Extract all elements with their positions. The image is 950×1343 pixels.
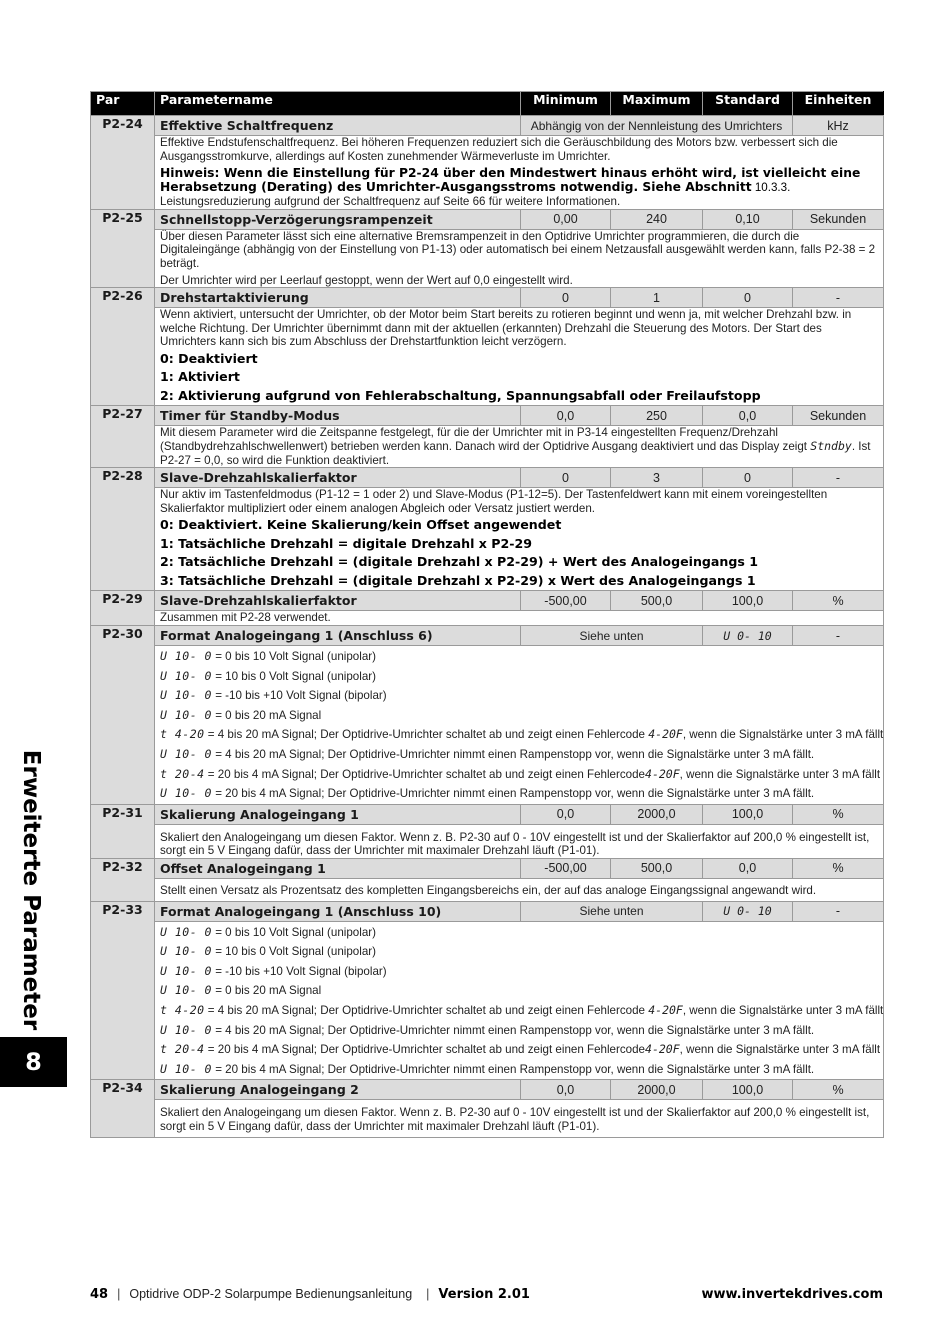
- param-name: Timer für Standby-Modus: [155, 406, 521, 426]
- footer-separator: |: [117, 1287, 121, 1301]
- param-code: P2-26: [91, 288, 155, 406]
- param-std: 0: [703, 288, 793, 308]
- option-line: [160, 923, 878, 943]
- param-max: 240: [611, 209, 703, 229]
- option-text: 1: Tatsächliche Drehzahl = digitale Drehzahl x P2-29: [160, 535, 533, 551]
- desc-part: Mit diesem Parameter wird die Zeitspanne festgelegt, für die der Umrichter mit in P3-14 eingestellten Frequenz/Drehzahl (Standbydrehzahlschwellenwert) betrieben werden kann. Danach wird der Optidrive Ausgang deaktiviert und das Display zeigt: [160, 426, 808, 454]
- option-line: [160, 745, 878, 765]
- param-max: 250: [611, 406, 703, 426]
- param-desc-p2-25: [91, 229, 884, 287]
- display-code: 4-20F: [648, 1002, 683, 1017]
- param-code: P2-29: [91, 591, 155, 626]
- option-line: [160, 686, 878, 706]
- option-text: = 4 bis 20 mA Signal; Der Optidrive-Umrichter nimmt einen Rampenstopp vor, wenn die Signalstärke unter 3 mA fällt.: [211, 747, 815, 761]
- param-unit: -: [793, 468, 884, 488]
- chapter-title-text: Erweiterte Parameter: [18, 749, 44, 1031]
- param-unit: %: [793, 804, 884, 824]
- param-desc-p2-27: [91, 426, 884, 468]
- option-text: = 10 bis 0 Volt Signal (unipolar): [211, 945, 376, 959]
- option-text: 3: Tatsächliche Drehzahl = (digitale Drehzahl x P2-29) x Wert des Analogeingangs 1: [160, 572, 756, 588]
- page-footer: [90, 1287, 883, 1302]
- hint-ref: 10.3.3.: [751, 181, 791, 195]
- option-text: = 0 bis 20 mA Signal: [211, 708, 322, 722]
- param-code: P2-24: [91, 116, 155, 210]
- hint-bold: Hinweis: Wenn die Einstellung für P2-24 über den Mindestwert hinaus erhöht wird, ist vielleicht eine Herabsetzung (Derating) des Umrichter-Ausgangsstroms notwendig. Siehe Abschnitt: [160, 166, 861, 195]
- option-text: 2: Aktivierung aufgrund von Fehlerabschaltung, Spannungsabfall oder Freilaufstopp: [160, 387, 761, 403]
- parameter-table: [90, 91, 884, 1138]
- param-name: Format Analogeingang 1 (Anschluss 10): [155, 901, 521, 921]
- param-std: 0: [703, 468, 793, 488]
- footer-separator: |: [426, 1287, 430, 1301]
- param-std-code: U 0- 10: [723, 628, 772, 643]
- hint-text: [160, 166, 878, 195]
- option-text: 0: Deaktiviert: [160, 350, 258, 366]
- param-min: -500,00: [521, 858, 611, 878]
- param-max: 2000,0: [611, 1080, 703, 1100]
- display-code: Stndby: [810, 439, 852, 454]
- header-name: Parametername: [155, 92, 521, 116]
- param-std: [703, 901, 793, 921]
- param-row-p2-33: [91, 901, 884, 921]
- option-line: [160, 765, 881, 785]
- param-unit: -: [793, 288, 884, 308]
- option-line: [160, 962, 878, 982]
- chapter-number: 8: [25, 1048, 42, 1076]
- param-std: 100,0: [703, 591, 793, 611]
- param-row-p2-30: [91, 626, 884, 646]
- option-line: [160, 942, 878, 962]
- param-unit: %: [793, 591, 884, 611]
- param-row-p2-26: [91, 288, 884, 308]
- param-unit: %: [793, 858, 884, 878]
- option-text: = 20 bis 4 mA Signal; Der Optidrive-Umrichter schaltet ab und zeigt einen Fehlercode: [204, 767, 646, 781]
- param-unit: -: [793, 901, 884, 921]
- option-text: = 20 bis 4 mA Signal; Der Optidrive-Umrichter schaltet ab und zeigt einen Fehlercode: [204, 1043, 646, 1057]
- option-text: 2: Tatsächliche Drehzahl = (digitale Drehzahl x P2-29) + Wert des Analogeingangs 1: [160, 554, 759, 570]
- param-min: 0,0: [521, 406, 611, 426]
- option-line: [160, 981, 878, 1001]
- param-code: P2-27: [91, 406, 155, 468]
- desc-part: . Ist P2-27 = 0,0, so wird die Funktion deaktiviert.: [160, 440, 871, 467]
- display-code: U 10- 0: [160, 924, 212, 939]
- display-code: U 10- 0: [160, 707, 212, 722]
- param-std: 100,0: [703, 1080, 793, 1100]
- option-text: , wenn die Signalstärke unter 3 mA fällt: [682, 1003, 884, 1017]
- option-line: [160, 784, 878, 804]
- option-text: = -10 bis +10 Volt Signal (bipolar): [211, 964, 387, 978]
- param-max: 500,0: [611, 591, 703, 611]
- param-unit: Sekunden: [793, 209, 884, 229]
- param-code: P2-32: [91, 858, 155, 901]
- page-number: 48: [90, 1287, 109, 1302]
- header-min: Minimum: [521, 92, 611, 116]
- param-name: Drehstartaktivierung: [155, 288, 521, 308]
- header-par: Par: [91, 92, 155, 116]
- display-code: U 10- 0: [160, 746, 212, 761]
- hint-rest: Leistungsreduzierung aufgrund der Schaltfrequenz auf Seite 66 für weitere Informationen.: [160, 195, 621, 209]
- option-text: 0: Deaktiviert. Keine Skalierung/kein Offset angewendet: [160, 517, 562, 533]
- param-unit: %: [793, 1080, 884, 1100]
- param-desc-p2-28: [91, 488, 884, 591]
- param-name: Offset Analogeingang 1: [155, 858, 521, 878]
- param-code: P2-33: [91, 901, 155, 1080]
- param-name: Skalierung Analogeingang 2: [155, 1080, 521, 1100]
- doc-title: Optidrive ODP-2 Solarpumpe Bedienungsanleitung: [129, 1287, 413, 1301]
- option-text: = 4 bis 20 mA Signal; Der Optidrive-Umrichter schaltet ab und zeigt einen Fehlercode: [204, 1003, 649, 1017]
- param-max: 500,0: [611, 858, 703, 878]
- param-max: 2000,0: [611, 804, 703, 824]
- param-desc-p2-31: [91, 824, 884, 858]
- param-code: P2-28: [91, 468, 155, 591]
- display-code: t 20-4: [160, 766, 205, 781]
- param-name: Effektive Schaltfrequenz: [155, 116, 521, 136]
- website-link[interactable]: www.invertekdrives.com: [701, 1287, 883, 1302]
- option-text: = 0 bis 10 Volt Signal (unipolar): [211, 925, 376, 939]
- param-range: Siehe unten: [521, 901, 703, 921]
- option-line: [160, 725, 884, 745]
- option-text: = 4 bis 20 mA Signal; Der Optidrive-Umrichter nimmt einen Rampenstopp vor, wenn die Signalstärke unter 3 mA fällt.: [211, 1023, 815, 1037]
- param-row-p2-32: [91, 858, 884, 878]
- header-max: Maximum: [611, 92, 703, 116]
- param-desc-p2-29: [91, 611, 884, 626]
- param-desc-p2-33: [91, 921, 884, 1080]
- param-min: 0,0: [521, 804, 611, 824]
- desc-text: Skaliert den Analogeingang um diesen Faktor. Wenn z. B. P2-30 auf 0 - 10V eingestellt ist und der Skalierfaktor auf 200,0 % eingestellt ist, sorgt ein 5 V Eingang dafür, dass der Umrichter mit maximaler Drehzahl läuft (P1-01).: [160, 1106, 870, 1133]
- option-text: , wenn die Signalstärke unter 3 mA fällt: [679, 767, 881, 781]
- option-text: = 20 bis 4 mA Signal; Der Optidrive-Umrichter nimmt einen Rampenstopp vor, wenn die Signalstärke unter 3 mA fällt.: [211, 1062, 815, 1076]
- param-std: [703, 626, 793, 646]
- param-row-p2-27: [91, 406, 884, 426]
- param-row-p2-25: [91, 209, 884, 229]
- param-row-p2-29: [91, 591, 884, 611]
- param-min: 0: [521, 468, 611, 488]
- param-row-p2-28: [91, 468, 884, 488]
- chapter-side-title: [6, 745, 56, 1035]
- display-code: U 10- 0: [160, 963, 212, 978]
- param-name: Slave-Drehzahlskalierfaktor: [155, 468, 521, 488]
- option-text: = 0 bis 10 Volt Signal (unipolar): [211, 650, 376, 663]
- option-text: = 4 bis 20 mA Signal; Der Optidrive-Umrichter schaltet ab und zeigt einen Fehlercode: [204, 728, 649, 742]
- desc-text: Wenn aktiviert, untersucht der Umrichter, ob der Motor beim Start bereits zu rotieren beginnt und wenn ja, mit welcher Drehzahl bzw. in welche Richtung. Der Umrichter übernimmt dann mit der aktuellen (erkannten) Drehzahl die Steuerung des Motors. Der Start des Umrichters kann sich bis zum Abschluss der Drehstartfunktion leicht verzögern.: [160, 308, 852, 349]
- param-row-p2-34: [91, 1080, 884, 1100]
- chapter-number-tab: [0, 1037, 67, 1087]
- table-header-row: [91, 92, 884, 116]
- option-line: [160, 1001, 884, 1021]
- option-text: , wenn die Signalstärke unter 3 mA fällt: [679, 1043, 881, 1057]
- param-range: Siehe unten: [521, 626, 703, 646]
- param-min: 0: [521, 288, 611, 308]
- display-code: U 10- 0: [160, 649, 212, 663]
- display-code: U 10- 0: [160, 688, 212, 703]
- header-std: Standard: [703, 92, 793, 116]
- param-code: P2-30: [91, 626, 155, 805]
- param-desc-p2-34: [91, 1100, 884, 1138]
- display-code: t 4-20: [160, 1002, 205, 1017]
- option-line: [160, 647, 878, 667]
- param-std: 100,0: [703, 804, 793, 824]
- param-name: Slave-Drehzahlskalierfaktor: [155, 591, 521, 611]
- option-line: [160, 1040, 881, 1060]
- param-range: Abhängig von der Nennleistung des Umrichters: [521, 116, 793, 136]
- display-code: t 20-4: [160, 1042, 205, 1057]
- param-name: Skalierung Analogeingang 1: [155, 804, 521, 824]
- display-code: U 10- 0: [160, 944, 212, 959]
- param-std: 0,10: [703, 209, 793, 229]
- desc-text: Zusammen mit P2-28 verwendet.: [160, 611, 331, 625]
- param-code: P2-34: [91, 1080, 155, 1138]
- param-desc-p2-32: [91, 878, 884, 901]
- param-unit: Sekunden: [793, 406, 884, 426]
- param-max: 1: [611, 288, 703, 308]
- param-name: Format Analogeingang 1 (Anschluss 6): [155, 626, 521, 646]
- option-line: [160, 1021, 878, 1041]
- desc-text: Nur aktiv im Tastenfeldmodus (P1-12 = 1 oder 2) und Slave-Modus (P1-12=5). Der Tastenfeldwert kann mit einem voreingestellten Skalierfaktor multipliziert oder einem analogen Abgleich oder Versatz justiert werden.: [160, 488, 828, 515]
- display-code: 4-20F: [645, 1042, 680, 1057]
- desc-text: Skaliert den Analogeingang um diesen Faktor. Wenn z. B. P2-30 auf 0 - 10V eingestellt ist und der Skalierfaktor auf 200,0 % eingestellt ist, sorgt ein 5 V Eingang dafür, dass der Umrichter mit maximaler Drehzahl läuft (P1-01).: [160, 830, 870, 858]
- param-code: P2-25: [91, 209, 155, 287]
- param-desc-p2-30: [91, 646, 884, 805]
- param-min: 0,0: [521, 1080, 611, 1100]
- display-code: U 10- 0: [160, 1022, 212, 1037]
- display-code: U 10- 0: [160, 983, 212, 998]
- desc-text: Über diesen Parameter lässt sich eine alternative Bremsrampenzeit in den Optidrive Umrichter programmieren, die durch die Digitaleingänge (abhängig von der Einstellung von P1-13) oder automatisch bei einem Netzausfall ausgewählt werden kann, falls P2-38 = 2 beträgt.: [160, 229, 876, 270]
- param-row-p2-31: [91, 804, 884, 824]
- display-code: 4-20F: [645, 766, 680, 781]
- param-row-p2-24: [91, 116, 884, 136]
- param-unit: -: [793, 626, 884, 646]
- param-std-code: U 0- 10: [723, 904, 772, 919]
- display-code: 4-20F: [648, 727, 683, 742]
- option-text: = 0 bis 20 mA Signal: [211, 984, 322, 998]
- display-code: U 10- 0: [160, 668, 212, 683]
- param-std: 0,0: [703, 858, 793, 878]
- param-unit: kHz: [793, 116, 884, 136]
- option-text: 1: Aktiviert: [160, 369, 240, 385]
- desc-text: Stellt einen Versatz als Prozentsatz des kompletten Eingangsbereichs ein, der auf das analoge Eingangssignal angewandt wird.: [160, 883, 817, 897]
- param-min: 0,00: [521, 209, 611, 229]
- param-desc-p2-26: [91, 308, 884, 406]
- display-code: t 4-20: [160, 727, 205, 742]
- header-unit: Einheiten: [793, 92, 884, 116]
- param-code: P2-31: [91, 804, 155, 858]
- option-line: [160, 706, 878, 726]
- doc-version: Version 2.01: [438, 1287, 530, 1302]
- option-text: = 20 bis 4 mA Signal; Der Optidrive-Umrichter nimmt einen Rampenstopp vor, wenn die Signalstärke unter 3 mA fällt.: [211, 787, 815, 801]
- desc-text: Effektive Endstufenschaltfrequenz. Bei höheren Frequenzen reduziert sich die Geräuschbildung des Motors bzw. verbessert sich die Ausgangsstromkurve, allerdings auf Kosten zunehmender Wärmeverluste im Umrichter.: [160, 136, 838, 163]
- display-code: U 10- 0: [160, 1061, 212, 1076]
- option-text: = -10 bis +10 Volt Signal (bipolar): [211, 689, 387, 703]
- param-min: -500,00: [521, 591, 611, 611]
- desc-text: Der Umrichter wird per Leerlauf gestoppt, wenn der Wert auf 0,0 eingestellt wird.: [160, 273, 573, 287]
- option-line: [160, 1060, 878, 1080]
- param-name: Schnellstopp-Verzögerungsrampenzeit: [155, 209, 521, 229]
- param-desc-p2-24: [91, 136, 884, 210]
- param-std: 0,0: [703, 406, 793, 426]
- option-text: = 10 bis 0 Volt Signal (unipolar): [211, 669, 376, 683]
- option-text: , wenn die Signalstärke unter 3 mA fällt: [682, 728, 884, 742]
- desc-text: [160, 426, 878, 467]
- param-max: 3: [611, 468, 703, 488]
- option-line: [160, 667, 878, 687]
- display-code: U 10- 0: [160, 786, 212, 801]
